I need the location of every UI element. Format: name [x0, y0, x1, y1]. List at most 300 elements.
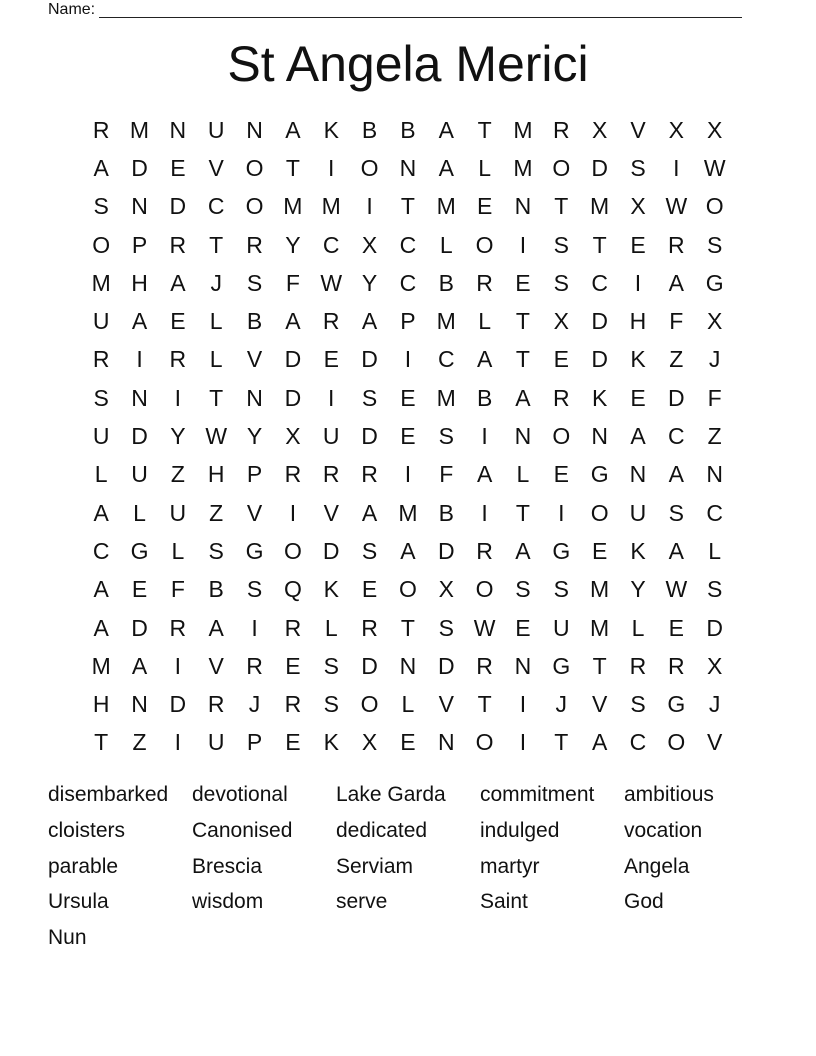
grid-letter: T	[554, 193, 569, 220]
grid-letter: L	[324, 614, 338, 641]
grid-letter: S	[553, 576, 569, 603]
grid-letter: B	[246, 308, 263, 335]
grid-letter: I	[289, 499, 297, 526]
grid-letter: B	[400, 116, 416, 143]
grid-letter: Y	[285, 231, 301, 258]
grid-letter: A	[476, 346, 493, 373]
grid-letter: N	[246, 116, 263, 143]
grid-letter: J	[708, 691, 721, 718]
grid-letter: J	[248, 691, 261, 718]
grid-letter: Q	[283, 576, 302, 603]
grid-letter: W	[205, 423, 228, 450]
grid-letter: M	[398, 499, 418, 526]
grid-letter: M	[91, 652, 111, 679]
grid-letter: V	[438, 691, 454, 718]
grid-letter: R	[668, 231, 685, 258]
grid-letter: S	[668, 499, 684, 526]
grid-letter: N	[706, 461, 723, 488]
grid-letter: X	[553, 308, 569, 335]
grid-letter: Z	[707, 423, 722, 450]
word-list-item: Lake Garda	[336, 783, 446, 806]
grid-letter: A	[208, 614, 224, 641]
grid-letter: A	[438, 116, 454, 143]
grid-letter: B	[438, 269, 454, 296]
grid-letter: O	[552, 423, 571, 450]
grid-letter: S	[361, 384, 378, 411]
grid-letter: R	[361, 614, 378, 641]
grid-letter: A	[93, 499, 109, 526]
grid-letter: I	[481, 423, 488, 450]
grid-letter: A	[668, 269, 684, 296]
grid-letter: I	[328, 154, 335, 181]
grid-letter: E	[400, 729, 416, 756]
grid-letter: K	[323, 576, 339, 603]
grid-letter: R	[92, 116, 110, 143]
word-list-item: Brescia	[192, 854, 263, 878]
grid-letter: W	[665, 193, 688, 220]
grid-letter: A	[131, 308, 148, 335]
word-list-item: disembarked	[48, 783, 169, 806]
grid-letter: D	[322, 537, 340, 564]
grid-letter: T	[515, 346, 530, 373]
grid-letter: G	[552, 652, 571, 679]
grid-letter: T	[515, 499, 530, 526]
grid-letter: G	[245, 537, 264, 564]
name-underline	[99, 2, 742, 18]
grid-letter: D	[437, 652, 455, 679]
grid-letter: T	[477, 116, 492, 143]
grid-letter: K	[630, 537, 646, 564]
grid-letter: E	[361, 576, 378, 603]
grid-letter: D	[668, 384, 685, 411]
grid-letter: B	[208, 576, 224, 603]
grid-letter: X	[707, 308, 723, 335]
word-search-grid	[82, 111, 734, 762]
grid-letter: A	[93, 614, 109, 641]
grid-letter: M	[283, 193, 303, 220]
grid-letter: L	[708, 537, 722, 564]
grid-letter: I	[366, 193, 373, 220]
grid-letter: D	[591, 346, 608, 373]
word-list-item: God	[624, 890, 664, 914]
grid-letter: M	[91, 269, 111, 296]
grid-letter: R	[322, 461, 340, 488]
grid-letter: K	[630, 346, 646, 373]
grid-letter: X	[707, 116, 723, 143]
grid-letter: A	[515, 537, 531, 564]
word-list-item: commitment	[480, 783, 595, 806]
grid-letter: E	[553, 461, 569, 488]
grid-letter: I	[328, 384, 335, 411]
grid-letter: T	[209, 384, 224, 411]
grid-letter: X	[630, 193, 646, 220]
grid-letter: C	[706, 499, 723, 526]
grid-letter: R	[169, 231, 187, 258]
grid-letter: M	[129, 116, 150, 143]
grid-letter: R	[169, 614, 187, 641]
grid-letter: R	[246, 652, 263, 679]
grid-letter: J	[708, 346, 721, 373]
grid-letter: I	[519, 729, 527, 756]
grid-letter: O	[245, 193, 264, 220]
grid-letter: G	[552, 537, 571, 564]
grid-letter: X	[668, 116, 684, 143]
word-list	[48, 777, 768, 956]
grid-letter: X	[591, 116, 608, 143]
grid-letter: M	[513, 116, 533, 143]
grid-letter: H	[131, 269, 148, 296]
grid-letter: S	[323, 691, 339, 718]
grid-letter: X	[707, 652, 723, 679]
grid-letter: O	[283, 537, 302, 564]
grid-letter: S	[93, 384, 109, 411]
grid-letter: G	[667, 691, 686, 718]
grid-letter: N	[131, 384, 148, 411]
grid-letter: V	[630, 116, 646, 143]
grid-letter: C	[437, 346, 455, 373]
grid-letter: V	[707, 729, 723, 756]
grid-letter: O	[92, 231, 111, 258]
grid-letter: R	[361, 461, 378, 488]
word-list-item: martyr	[480, 854, 540, 878]
grid-letter: Y	[630, 576, 646, 603]
grid-letter: N	[514, 652, 532, 679]
grid-letter: E	[285, 652, 301, 679]
grid-letter: H	[92, 691, 110, 718]
grid-letter: E	[515, 614, 531, 641]
name-field	[48, 0, 742, 18]
grid-letter: B	[476, 384, 493, 411]
grid-letter: A	[361, 499, 378, 526]
grid-letter: M	[590, 193, 610, 220]
grid-letter: R	[246, 231, 263, 258]
grid-letter: J	[555, 691, 568, 718]
grid-letter: W	[703, 154, 726, 181]
grid-letter: P	[246, 729, 263, 756]
grid-letter: D	[131, 614, 148, 641]
grid-letter: O	[398, 576, 417, 603]
grid-letter: A	[515, 384, 531, 411]
grid-letter: N	[514, 423, 532, 450]
grid-letter: R	[476, 652, 493, 679]
grid-letter: I	[634, 269, 642, 296]
grid-letter: U	[92, 308, 110, 335]
grid-letter: A	[285, 308, 301, 335]
grid-letter: S	[93, 193, 109, 220]
grid-letter: D	[361, 346, 378, 373]
grid-letter: S	[553, 231, 569, 258]
grid-letter: L	[133, 499, 146, 526]
grid-letter: L	[478, 308, 491, 335]
grid-letter: A	[170, 269, 186, 296]
grid-letter: E	[476, 193, 493, 220]
grid-letter: E	[515, 269, 531, 296]
grid-letter: S	[361, 537, 378, 564]
grid-letter: M	[590, 576, 610, 603]
grid-letter: A	[591, 729, 608, 756]
grid-letter: C	[629, 729, 647, 756]
grid-letter: F	[707, 384, 722, 411]
word-list-item: ambitious	[624, 783, 714, 806]
word-list-item: Serviam	[336, 854, 414, 878]
word-list-item: parable	[48, 854, 119, 878]
grid-letter: L	[439, 231, 453, 258]
grid-letter: S	[707, 231, 723, 258]
grid-letter: L	[209, 346, 223, 373]
grid-letter: C	[322, 231, 340, 258]
grid-letter: Z	[170, 461, 185, 488]
grid-letter: R	[169, 346, 187, 373]
grid-letter: D	[284, 346, 302, 373]
grid-letter: E	[591, 537, 608, 564]
grid-letter: U	[207, 729, 225, 756]
grid-letter: M	[436, 308, 456, 335]
grid-letter: K	[323, 116, 339, 143]
grid-letter: T	[477, 691, 492, 718]
grid-letter: E	[170, 154, 186, 181]
grid-letter: Y	[170, 423, 186, 450]
grid-letter: S	[438, 614, 454, 641]
grid-letter: M	[436, 193, 456, 220]
grid-letter: O	[590, 499, 609, 526]
grid-letter: N	[131, 193, 148, 220]
grid-letter: Z	[669, 346, 684, 373]
word-list-item: Ursula	[48, 890, 109, 914]
grid-letter: A	[476, 461, 493, 488]
grid-letter: D	[131, 423, 148, 450]
grid-letter: A	[400, 537, 416, 564]
grid-letter: T	[592, 652, 607, 679]
grid-letter: A	[93, 576, 109, 603]
grid-letter: T	[592, 231, 607, 258]
grid-letter: G	[130, 537, 149, 564]
grid-letter: C	[207, 193, 225, 220]
grid-letter: D	[169, 193, 187, 220]
grid-letter: H	[207, 461, 225, 488]
grid-letter: U	[92, 423, 110, 450]
grid-letter: R	[322, 308, 340, 335]
word-list-item: wisdom	[192, 890, 264, 914]
grid-letter: C	[399, 231, 417, 258]
grid-letter: U	[169, 499, 187, 526]
grid-letter: T	[400, 614, 415, 641]
grid-letter: P	[400, 308, 416, 335]
word-list-item: Saint	[480, 890, 528, 914]
grid-letter: L	[516, 461, 530, 488]
word-list-item: dedicated	[336, 818, 428, 842]
grid-letter: M	[321, 193, 341, 220]
grid-letter: D	[437, 537, 455, 564]
grid-letter: A	[131, 652, 148, 679]
grid-letter: R	[284, 614, 302, 641]
grid-letter: V	[246, 346, 263, 373]
grid-letter: A	[361, 308, 378, 335]
grid-letter: W	[665, 576, 688, 603]
grid-letter: D	[591, 154, 608, 181]
word-list-item: indulged	[480, 818, 560, 842]
grid-letter: N	[591, 423, 608, 450]
grid-letter: D	[284, 384, 302, 411]
grid-letter: T	[400, 193, 415, 220]
grid-letter: N	[514, 193, 532, 220]
grid-letter: N	[246, 384, 263, 411]
grid-letter: S	[630, 154, 646, 181]
grid-letter: I	[136, 346, 143, 373]
grid-letter: O	[705, 193, 724, 220]
grid-letter: E	[170, 308, 186, 335]
grid-letter: H	[629, 308, 647, 335]
grid-letter: F	[439, 461, 454, 488]
grid-letter: R	[629, 652, 647, 679]
grid-letter: I	[251, 614, 258, 641]
grid-letter: U	[629, 499, 647, 526]
grid-letter: R	[284, 461, 302, 488]
word-list-item: serve	[336, 890, 388, 914]
grid-letter: B	[438, 499, 454, 526]
grid-letter: I	[174, 729, 182, 756]
grid-letter: T	[515, 308, 530, 335]
grid-letter: F	[170, 576, 185, 603]
grid-letter: D	[361, 423, 378, 450]
grid-letter: X	[361, 231, 378, 258]
grid-letter: T	[94, 729, 109, 756]
word-list-item: devotional	[192, 783, 288, 806]
grid-letter: L	[401, 691, 415, 718]
grid-letter: R	[552, 384, 570, 411]
grid-letter: Z	[132, 729, 147, 756]
grid-letter: G	[705, 269, 724, 296]
grid-letter: I	[404, 461, 412, 488]
grid-letter: I	[673, 154, 680, 181]
grid-letter: N	[437, 729, 455, 756]
grid-letter: T	[209, 231, 224, 258]
grid-letter: S	[707, 576, 723, 603]
grid-letter: Z	[209, 499, 224, 526]
grid-letter: E	[630, 384, 646, 411]
grid-letter: F	[669, 308, 684, 335]
grid-letter: A	[668, 537, 684, 564]
grid-letter: O	[475, 231, 494, 258]
grid-letter: D	[591, 308, 608, 335]
grid-letter: I	[481, 499, 488, 526]
grid-letter: O	[360, 691, 379, 718]
grid-letter: L	[631, 614, 645, 641]
grid-letter: L	[171, 537, 185, 564]
grid-letter: C	[92, 537, 110, 564]
grid-letter: U	[207, 116, 225, 143]
grid-letter: U	[131, 461, 148, 488]
grid-letter: E	[400, 423, 416, 450]
grid-letter: C	[668, 423, 685, 450]
grid-letter: S	[323, 652, 339, 679]
grid-letter: N	[399, 652, 417, 679]
grid-letter: N	[629, 461, 647, 488]
grid-letter: M	[590, 614, 610, 641]
word-list-item: Nun	[48, 926, 87, 950]
grid-letter: I	[519, 691, 527, 718]
grid-letter: R	[552, 116, 570, 143]
grid-letter: V	[246, 499, 263, 526]
grid-letter: I	[174, 652, 182, 679]
grid-letter: O	[360, 154, 379, 181]
grid-letter: U	[552, 614, 570, 641]
grid-letter: S	[630, 691, 646, 718]
word-list-item: Canonised	[192, 818, 293, 842]
grid-letter: E	[285, 729, 301, 756]
grid-letter: D	[706, 614, 723, 641]
grid-letter: O	[245, 154, 264, 181]
grid-letter: S	[438, 423, 454, 450]
grid-letter: U	[322, 423, 340, 450]
grid-letter: S	[246, 269, 263, 296]
grid-letter: S	[553, 269, 569, 296]
grid-letter: I	[404, 346, 412, 373]
grid-letter: W	[473, 614, 496, 641]
grid-letter: A	[285, 116, 301, 143]
grid-letter: P	[131, 231, 148, 258]
grid-letter: K	[591, 384, 608, 411]
grid-letter: I	[174, 384, 182, 411]
grid-letter: V	[591, 691, 608, 718]
grid-letter: D	[169, 691, 187, 718]
grid-letter: W	[320, 269, 343, 296]
grid-letter: E	[400, 384, 416, 411]
grid-letter: I	[558, 499, 565, 526]
word-list-item: cloisters	[48, 818, 126, 842]
grid-letter: J	[210, 269, 222, 296]
word-list-item: vocation	[624, 818, 703, 842]
grid-letter: S	[246, 576, 263, 603]
grid-letter: R	[668, 652, 685, 679]
grid-letter: S	[515, 576, 531, 603]
grid-letter: D	[361, 652, 378, 679]
grid-letter: V	[208, 652, 224, 679]
grid-letter: E	[668, 614, 684, 641]
grid-letter: C	[591, 269, 608, 296]
grid-letter: T	[285, 154, 300, 181]
grid-letter: E	[630, 231, 646, 258]
grid-letter: L	[478, 154, 491, 181]
grid-letter: D	[131, 154, 148, 181]
grid-letter: L	[94, 461, 108, 488]
grid-letter: O	[475, 729, 494, 756]
grid-letter: A	[630, 423, 646, 450]
grid-letter: B	[361, 116, 378, 143]
grid-letter: R	[476, 537, 493, 564]
grid-letter: S	[208, 537, 224, 564]
grid-letter: E	[131, 576, 148, 603]
grid-letter: A	[93, 154, 109, 181]
grid-letter: G	[590, 461, 609, 488]
grid-letter: V	[208, 154, 224, 181]
grid-letter: M	[436, 384, 456, 411]
grid-letter: N	[131, 691, 148, 718]
grid-letter: X	[285, 423, 301, 450]
grid-letter: R	[284, 691, 302, 718]
grid-letter: E	[553, 346, 569, 373]
grid-letter: K	[323, 729, 339, 756]
grid-letter: F	[285, 269, 300, 296]
grid-letter: X	[361, 729, 378, 756]
grid-letter: V	[323, 499, 339, 526]
grid-letter: Y	[246, 423, 263, 450]
grid-letter: E	[323, 346, 339, 373]
grid-letter: C	[399, 269, 417, 296]
grid-letter: M	[513, 154, 533, 181]
name-label: Name:	[48, 1, 96, 18]
grid-letter: P	[246, 461, 263, 488]
grid-letter: N	[399, 154, 417, 181]
